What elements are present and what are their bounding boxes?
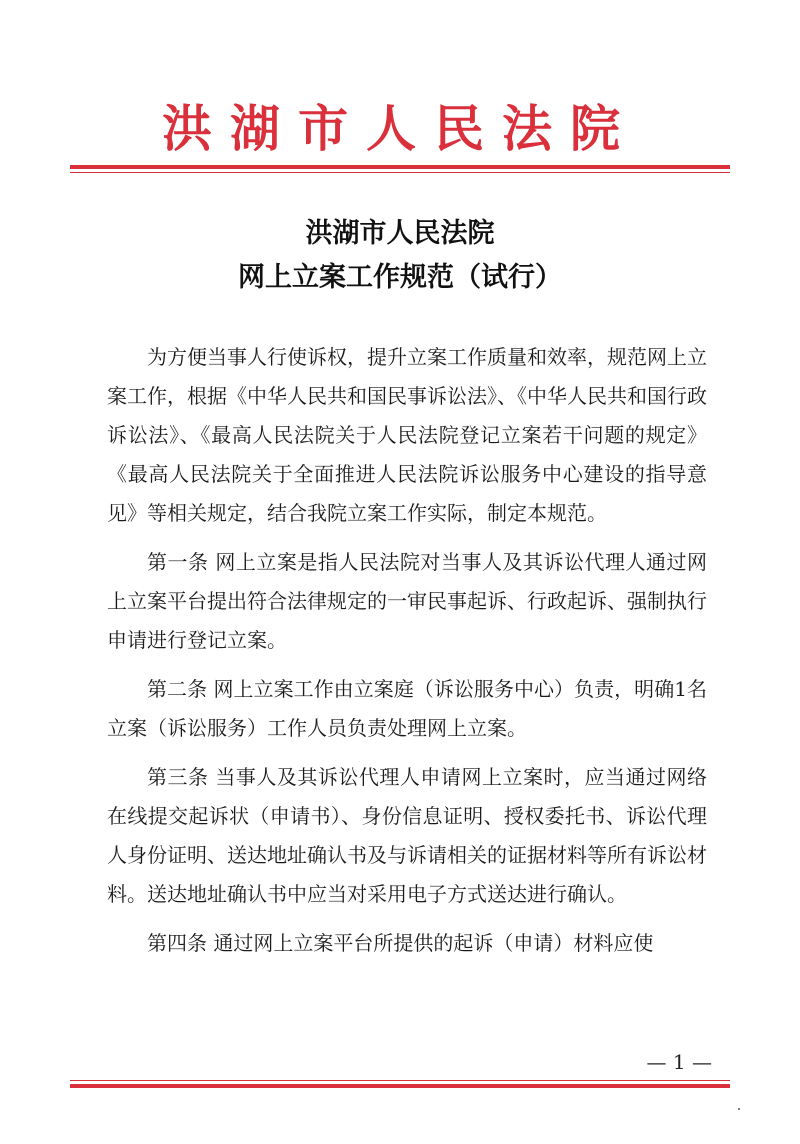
article-1-paragraph: 第一条 网上立案是指人民法院对当事人及其诉讼代理人通过网上立案平台提出符合法律规定的一审民事起诉、行政起诉、强制执行申请进行登记立案。	[107, 550, 707, 652]
article-3-paragraph: 第三条 当事人及其诉讼代理人申请网上立案时，应当通过网络在线提交起诉状（申请书）、身份信息证明、授权委托书、诉讼代理人身份证明、送达地址确认书及与诉请相关的证据材料等所有诉讼材料。送达地址确认书中应当对采用电子方式送达进行确认。	[107, 765, 707, 906]
preamble-paragraph: 为方便当事人行使诉权，提升立案工作质量和效率，规范网上立案工作，根据《中华人民共和国民事诉讼法》、《中华人民共和国行政诉讼法》、《最高人民法院关于人民法院登记立案若干问题的规定》《最高人民法院关于全面推进人民法院诉讼服务中心建设的指导意见》等相关规定，结合我院立案工作实际，制定本规范。	[107, 345, 707, 525]
article-2-paragraph: 第二条 网上立案工作由立案庭（诉讼服务中心）负责，明确1名立案（诉讼服务）工作人员负责处理网上立案。	[107, 677, 707, 740]
footer-rule-thick	[70, 1084, 730, 1088]
letterhead-rule-thick	[70, 165, 730, 169]
document-title-line2: 网上立案工作规范（试行）	[238, 262, 562, 293]
footer-rule-thin	[70, 1080, 730, 1081]
document-title-line1: 洪湖市人民法院	[305, 218, 495, 249]
article-4-paragraph: 第四条 通过网上立案平台所提供的起诉（申请）材料应使	[147, 931, 654, 955]
document-body	[107, 338, 707, 973]
scan-speck	[738, 1108, 740, 1110]
letterhead-org-name: 洪湖市人民法院	[162, 100, 638, 158]
letterhead-rule-thin	[70, 172, 730, 173]
page-number: — 1 —	[646, 1050, 712, 1074]
